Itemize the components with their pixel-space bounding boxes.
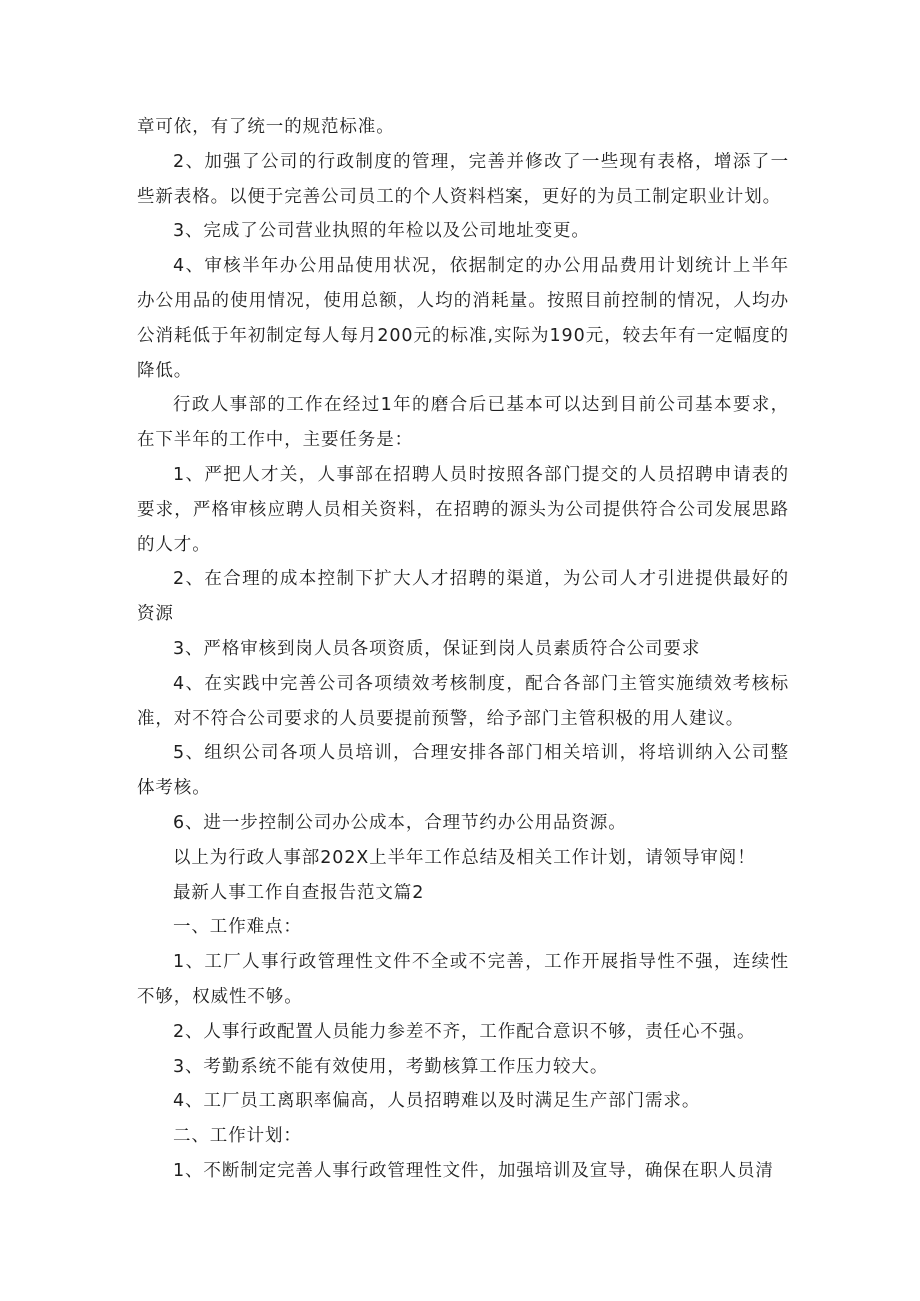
paragraph: 1、工厂人事行政管理性文件不全或不完善，工作开展指导性不强，连续性不够，权威性不够。: [137, 952, 789, 1007]
paragraph: 5、组织公司各项人员培训，合理安排各部门相关培训，将培训纳入公司整体考核。: [137, 743, 789, 799]
section-title: 最新人事工作自查报告范文篇2: [173, 882, 425, 903]
section-heading: 二、工作计划：: [173, 1126, 302, 1147]
paragraph: 4、在实践中完善公司各项绩效考核制度，配合各部门主管实施绩效考核标准，对不符合公司要求的人员要提前预警，给予部门主管积极的用人建议。: [137, 673, 789, 729]
paragraph: 3、严格审核到岗人员各项资质，保证到岗人员素质符合公司要求: [173, 638, 701, 659]
document-body: [137, 110, 789, 1189]
paragraph: 4、工厂员工离职率偏高，人员招聘难以及时满足生产部门需求。: [173, 1091, 701, 1112]
paragraph: 1、严把人才关，人事部在招聘人员时按照各部门提交的人员招聘申请表的要求，严格审核应聘人员相关资料，在招聘的源头为公司提供符合公司发展思路的人才。: [137, 464, 789, 555]
paragraph: 6、进一步控制公司办公成本，合理节约办公用品资源。: [173, 812, 627, 833]
paragraph: 3、完成了公司营业执照的年检以及公司地址变更。: [173, 221, 590, 242]
paragraph: 3、考勤系统不能有效使用，考勤核算工作压力较大。: [173, 1056, 609, 1077]
paragraph: 2、在合理的成本控制下扩大人才招聘的渠道，为公司人才引进提供最好的资源: [137, 569, 789, 625]
paragraph: 以上为行政人事部202X上半年工作总结及相关工作计划，请领导审阅！: [173, 847, 756, 868]
paragraph: 行政人事部的工作在经过1年的磨合后已基本可以达到目前公司基本要求，在下半年的工作中，主要任务是：: [137, 395, 789, 451]
paragraph: 1、不断制定完善人事行政管理性文件，加强培训及宣导，确保在职人员清: [173, 1160, 774, 1181]
section-heading: 一、工作难点：: [173, 917, 302, 938]
paragraph: 4、审核半年办公用品使用状况，依据制定的办公用品费用计划统计上半年办公用品的使用情况，使用总额，人均的消耗量。按照目前控制的情况，人均办公消耗低于年初制定每人每月200元的标准,实际为190元，较去年有一定幅度的降低。: [137, 256, 789, 381]
paragraph: 章可依，有了统一的规范标准。: [137, 117, 395, 137]
paragraph: 2、人事行政配置人员能力参差不齐，工作配合意识不够，责任心不强。: [173, 1021, 756, 1042]
paragraph: 2、加强了公司的行政制度的管理，完善并修改了一些现有表格，增添了一些新表格。以便于完善公司员工的个人资料档案，更好的为员工制定职业计划。: [137, 151, 789, 207]
